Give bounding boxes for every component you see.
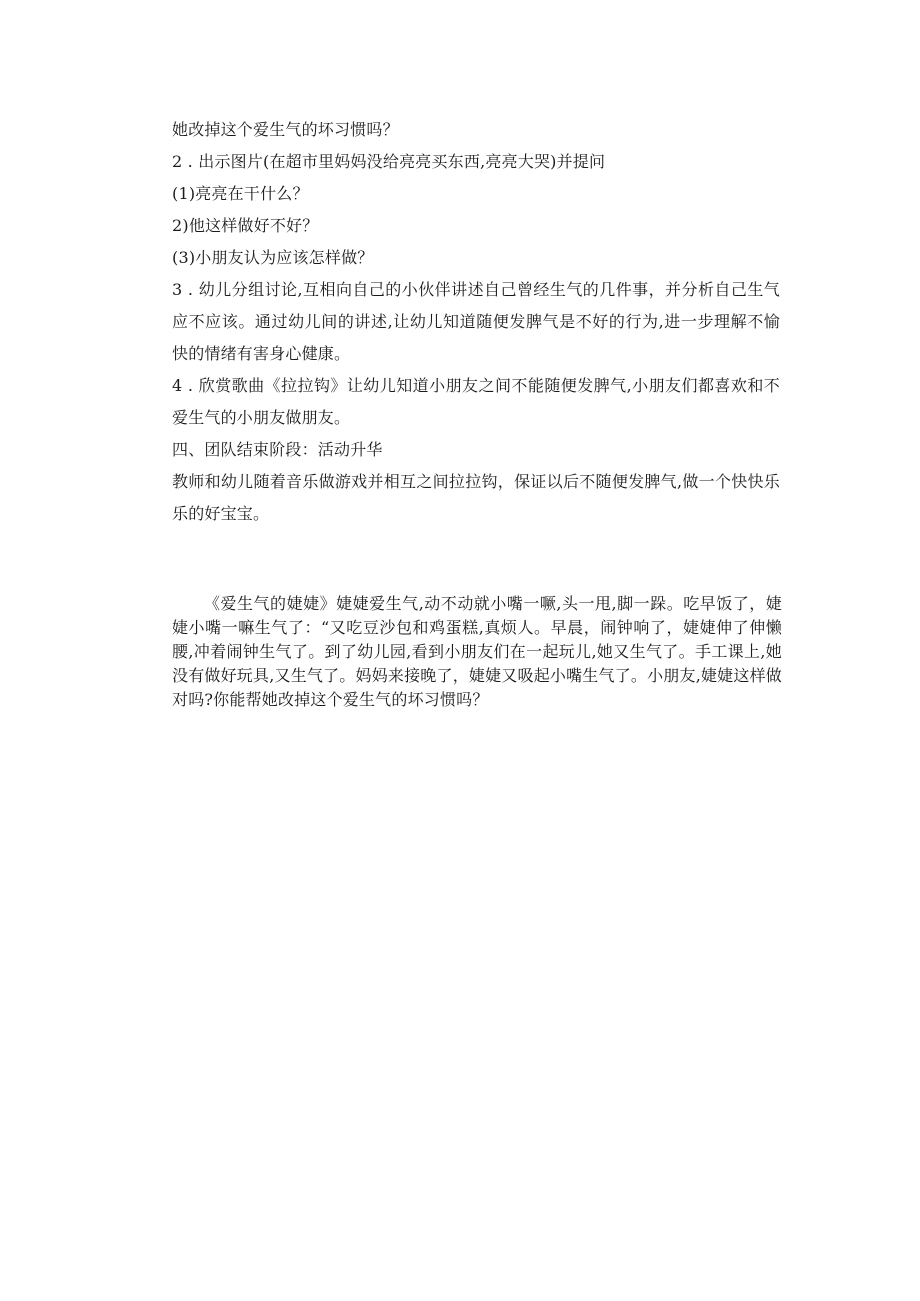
question-2: 2)他这样做好不好？	[172, 216, 319, 235]
section-heading-4: 四、团队结束阶段：活动升华	[172, 440, 383, 459]
text-line-1: 她改掉这个爱生气的坏习惯吗？	[172, 120, 399, 139]
story-paragraph: 《爱生气的婕婕》婕婕爱生气,动不动就小嘴一噘,头一甩,脚一跺。吃早饭了，婕婕小嘴一嘛生气了：“又吃豆沙包和鸡蛋糕,真烦人。早晨，闹钟响了，婕婕伸了伸懒腰,冲着闹钟生气了。到了幼儿园,看到小朋友们在一起玩儿,她又生气了。手工课上,她没有做好玩具,又生气了。妈妈来接晚了，婕婕又吸起小嘴生气了。小朋友,婕婕这样做对吗?你能帮她改掉这个爱生气的坏习惯吗？	[172, 594, 782, 709]
closing-paragraph: 教师和幼儿随着音乐做游戏并相互之间拉拉钩，保证以后不随便发脾气,做一个快快乐乐的好宝宝。	[172, 472, 780, 523]
step-3-paragraph: 3 . 幼儿分组讨论,互相向自己的小伙伴讲述自己曾经生气的几件事，并分析自己生气应不应该。通过幼儿间的讲述,让幼儿知道随便发脾气是不好的行为,进一步理解不愉快的情绪有害身心健康。	[172, 280, 780, 363]
question-3: (3)小朋友认为应该怎样做？	[172, 248, 374, 267]
step-4-paragraph: 4 . 欣赏歌曲《拉拉钩》让幼儿知道小朋友之间不能随便发脾气,小朋友们都喜欢和不爱生气的小朋友做朋友。	[172, 376, 780, 427]
step-2-line: 2 . 出示图片(在超市里妈妈没给亮亮买东西,亮亮大哭)并提问	[172, 152, 606, 171]
question-1: (1)亮亮在干什么？	[172, 184, 309, 203]
